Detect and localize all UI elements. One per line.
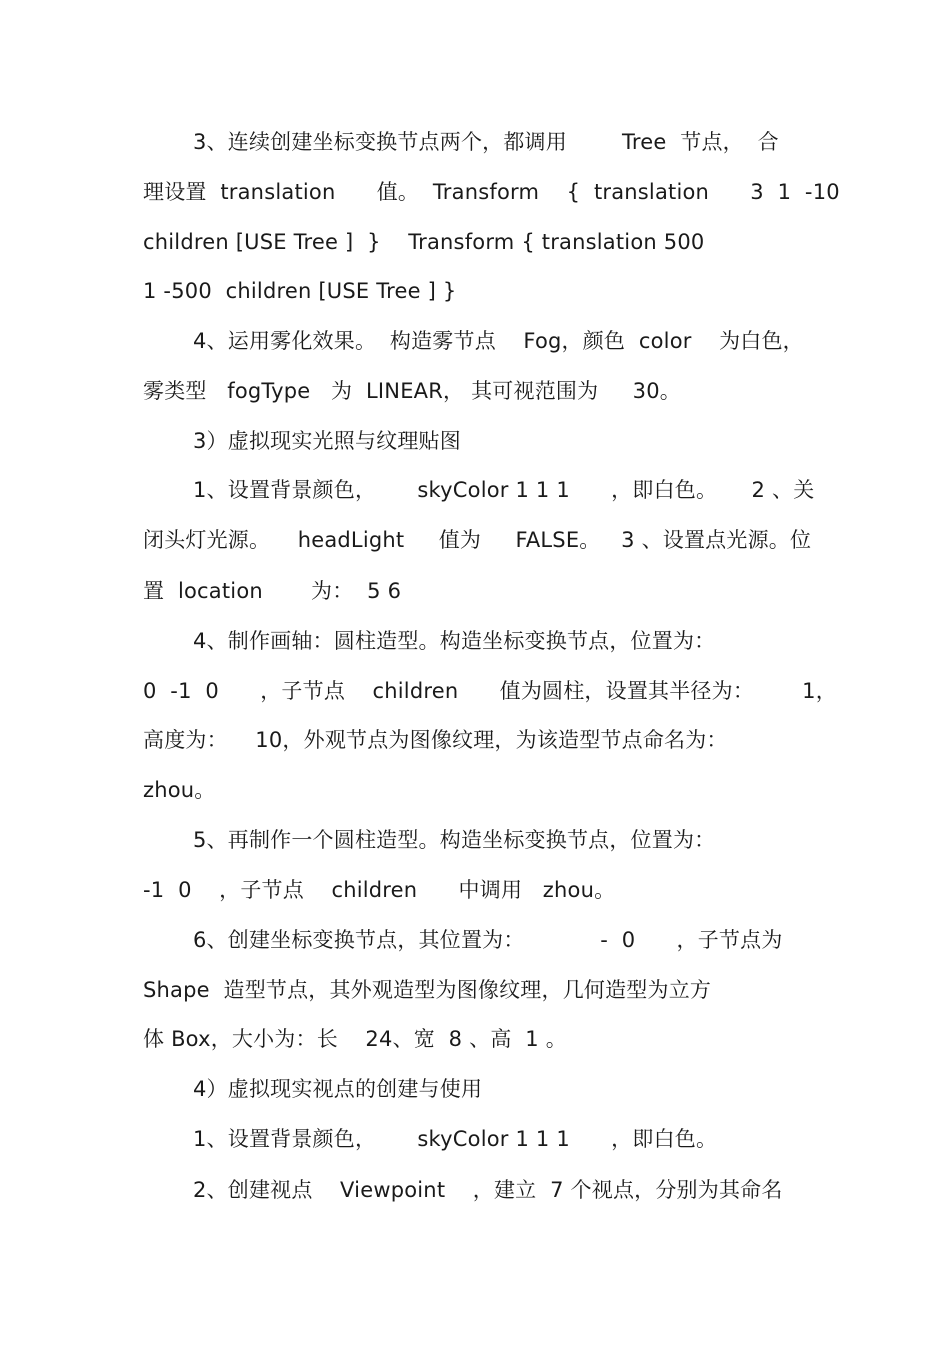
paragraph-line: 高度为： 10，外观节点为图像纹理，为该造型节点命名为：: [143, 728, 728, 752]
paragraph-line: zhou。: [143, 778, 216, 802]
paragraph-line: 体 Box，大小为：长 24、宽 8 、高 1 。: [143, 1027, 567, 1051]
paragraph-line: 2、创建视点 Viewpoint ，建立 7 个视点，分别为其命名: [193, 1178, 783, 1202]
paragraph-line: Shape 造型节点，其外观造型为图像纹理，几何造型为立方: [143, 978, 712, 1002]
paragraph-line: children [USE Tree ] } Transform { translation 500: [143, 230, 705, 254]
paragraph-line: 6、创建坐标变换节点，其位置为： - 0 ，子节点为: [193, 928, 783, 952]
section-heading: 3）虚拟现实光照与纹理贴图: [193, 429, 461, 453]
paragraph-line: 1、设置背景颜色， skyColor 1 1 1 ，即白色。: [193, 1127, 718, 1151]
paragraph-line: 3、连续创建坐标变换节点两个，都调用 Tree 节点， 合: [193, 130, 779, 154]
paragraph-line: 置 location 为： 5 6: [143, 579, 402, 603]
paragraph-line: 4、制作画轴：圆柱造型。构造坐标变换节点，位置为：: [193, 629, 716, 653]
paragraph-line: 1、设置背景颜色， skyColor 1 1 1 ，即白色。 2 、关: [193, 478, 815, 502]
paragraph-line: 闭头灯光源。 headLight 值为 FALSE。 3 、设置点光源。位: [143, 528, 812, 552]
paragraph-line: 5、再制作一个圆柱造型。构造坐标变换节点，位置为：: [193, 828, 716, 852]
paragraph-line: 1 -500 children [USE Tree ] }: [143, 279, 457, 303]
paragraph-line: -1 0 ，子节点 children 中调用 zhou。: [143, 878, 616, 902]
paragraph-line: 理设置 translation 值。 Transform { translation 3 1 -10: [143, 180, 840, 204]
paragraph-line: 0 -1 0 ，子节点 children 值为圆柱，设置其半径为： 1，: [143, 679, 837, 703]
paragraph-line: 4、运用雾化效果。 构造雾节点 Fog，颜色 color 为白色，: [193, 329, 804, 353]
paragraph-line: 雾类型 fogType 为 LINEAR， 其可视范围为 30。: [143, 379, 682, 403]
section-heading: 4）虚拟现实视点的创建与使用: [193, 1077, 483, 1101]
